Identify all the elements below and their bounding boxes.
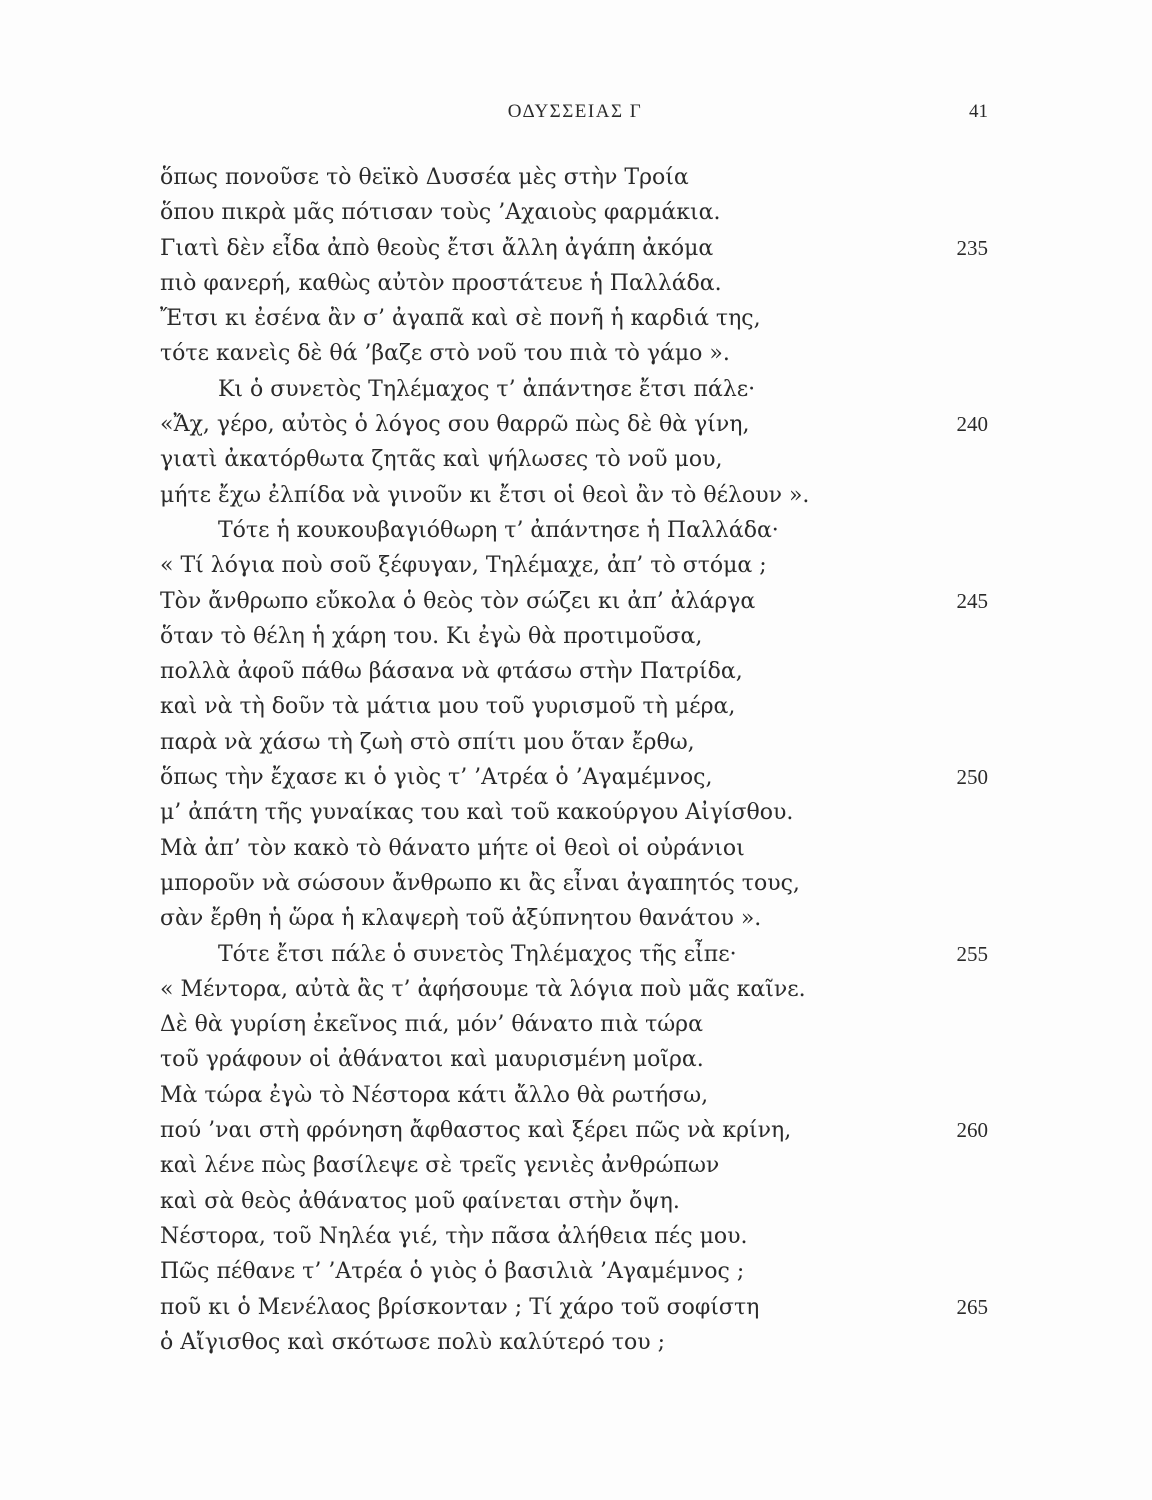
verse-text: «Ἄχ, γέρο, αὐτὸς ὁ λόγος σου θαρρῶ πὼς δὲ θὰ γίνη,: [160, 412, 750, 438]
verse-text: Πῶς πέθανε τ’ ’Ατρέα ὁ γιὸς ὁ βασιλιὰ ’Αγαμέμνος ;: [160, 1259, 745, 1285]
verse-text: ὅπως τὴν ἔχασε κι ὁ γιὸς τ’ ’Ατρέα ὁ ’Αγαμέμνος,: [160, 765, 713, 791]
verse-line: [160, 972, 990, 1007]
verse-line: [160, 160, 990, 195]
verse-text: « Μέντορα, αὐτὰ ἂς τ’ ἀφήσουμε τὰ λόγια ποὺ μᾶς καῖνε.: [160, 976, 806, 1002]
verse-line: [160, 760, 990, 795]
verse-text: πού ’ναι στὴ φρόνηση ἄφθαστος καὶ ξέρει πῶς νὰ κρίνη,: [160, 1118, 792, 1144]
verse-line: [160, 654, 990, 689]
verse-text: πολλὰ ἀφοῦ πάθω βάσανα νὰ φτάσω στὴν Πατρίδα,: [160, 659, 743, 685]
verse-line: [160, 1113, 990, 1148]
running-head: [160, 101, 990, 131]
verse-text: γιατὶ ἀκατόρθωτα ζητᾶς καὶ ψήλωσες τὸ νοῦ μου,: [160, 447, 723, 473]
page-number: 41: [969, 101, 988, 122]
verse-line: [160, 725, 990, 760]
verse-text: παρὰ νὰ χάσω τὴ ζωὴ στὸ σπίτι μου ὅταν ἔρθω,: [160, 729, 695, 755]
verse-text: ὅπου πικρὰ μᾶς πότισαν τοὺς ’Αχαιοὺς φαρμάκια.: [160, 200, 721, 226]
verse-text: καὶ νὰ τὴ δοῦν τὰ μάτια μου τοῦ γυρισμοῦ τὴ μέρα,: [160, 694, 736, 720]
verse-text: Τότε ἡ κουκουβαγιόθωρη τ’ ἀπάντησε ἡ Παλλάδα·: [218, 517, 779, 543]
running-title: ΟΔΥΣΣΕΙΑΣ Γ: [507, 101, 643, 122]
verse-line: [160, 1148, 990, 1183]
verse-line: [160, 513, 990, 548]
verse-text: τοῦ γράφουν οἱ ἀθάνατοι καὶ μαυρισμένη μοῖρα.: [160, 1047, 704, 1073]
verse-line: [160, 442, 990, 477]
verse-line: [160, 231, 990, 266]
line-number: 245: [956, 588, 988, 613]
verse-line: [160, 795, 990, 830]
line-number: 240: [956, 412, 988, 437]
verse-line: [160, 407, 990, 442]
verse-text: Δὲ θὰ γυρίση ἐκεῖνος πιά, μόν’ θάνατο πιὰ τώρα: [160, 1012, 703, 1038]
verse-line: [160, 831, 990, 866]
verse-text: Τὸν ἄνθρωπο εὔκολα ὁ θεὸς τὸν σώζει κι ἀπ’ ἀλάργα: [160, 588, 756, 614]
verse-line: [160, 1007, 990, 1042]
verse-text: « Τί λόγια ποὺ σοῦ ξέφυγαν, Τηλέμαχε, ἀπ’ τὸ στόμα ;: [160, 553, 767, 579]
verse-text: ὁ Αἴγισθος καὶ σκότωσε πολὺ καλύτερό του ;: [160, 1329, 665, 1355]
verse-text: ὅταν τὸ θέλη ἡ χάρη του. Κι ἐγὼ θὰ προτιμοῦσα,: [160, 623, 703, 649]
verse-text: μ’ ἀπάτη τῆς γυναίκας του καὶ τοῦ κακούργου Αἰγίσθου.: [160, 800, 794, 826]
verse-text: καὶ σὰ θεὸς ἀθάνατος μοῦ φαίνεται στὴν ὄψη.: [160, 1188, 680, 1214]
verse-line: [160, 548, 990, 583]
verse-line: [160, 266, 990, 301]
verse-line: [160, 619, 990, 654]
verse-text: σὰν ἔρθη ἡ ὥρα ἡ κλαψερὴ τοῦ ἀξύπνητου θανάτου ».: [160, 906, 762, 932]
verse-text: ποῦ κι ὁ Μενέλαος βρίσκονταν ; Τί χάρο τοῦ σοφίστη: [160, 1294, 760, 1320]
line-number: 250: [956, 765, 988, 790]
verse-line: [160, 336, 990, 371]
verse-line: [160, 584, 990, 619]
verse-line: [160, 1325, 990, 1360]
verse-line: [160, 901, 990, 936]
verse-line: [160, 689, 990, 724]
verse-text: Νέστορα, τοῦ Νηλέα γιέ, τὴν πᾶσα ἀλήθεια πές μου.: [160, 1223, 748, 1249]
verse-block: [160, 160, 990, 1360]
verse-text: τότε κανεὶς δὲ θά ’βαζε στὸ νοῦ του πιὰ τὸ γάμο ».: [160, 341, 730, 367]
verse-text: Ἔτσι κι ἐσένα ἂν σ’ ἀγαπᾶ καὶ σὲ πονῆ ἡ καρδιά της,: [160, 306, 761, 332]
verse-line: [160, 1184, 990, 1219]
verse-text: Μὰ ἀπ’ τὸν κακὸ τὸ θάνατο μήτε οἱ θεοὶ οἱ οὐράνιοι: [160, 835, 745, 861]
verse-text: Τότε ἔτσι πάλε ὁ συνετὸς Τηλέμαχος τῆς εἶπε·: [218, 941, 737, 967]
verse-text: Γιατὶ δὲν εἶδα ἀπὸ θεοὺς ἔτσι ἄλλη ἀγάπη ἀκόμα: [160, 235, 714, 261]
verse-line: [160, 478, 990, 513]
verse-line: [160, 1290, 990, 1325]
verse-line: [160, 195, 990, 230]
verse-text: πιὸ φανερή, καθὼς αὐτὸν προστάτευε ἡ Παλλάδα.: [160, 270, 722, 296]
verse-line: [160, 372, 990, 407]
line-number: 255: [956, 941, 988, 966]
verse-line: [160, 1078, 990, 1113]
line-number: 235: [956, 235, 988, 260]
verse-line: [160, 1042, 990, 1077]
verse-text: καὶ λένε πὼς βασίλεψε σὲ τρεῖς γενιὲς ἀνθρώπων: [160, 1153, 720, 1179]
verse-line: [160, 1254, 990, 1289]
verse-line: [160, 866, 990, 901]
verse-line: [160, 1219, 990, 1254]
verse-text: μποροῦν νὰ σώσουν ἄνθρωπο κι ἂς εἶναι ἀγαπητός τους,: [160, 870, 800, 896]
line-number: 260: [956, 1118, 988, 1143]
verse-text: ὅπως πονοῦσε τὸ θεϊκὸ Δυσσέα μὲς στὴν Τροία: [160, 165, 689, 190]
verse-line: [160, 301, 990, 336]
verse-line: [160, 937, 990, 972]
verse-text: Μὰ τώρα ἐγὼ τὸ Νέστορα κάτι ἄλλο θὰ ρωτήσω,: [160, 1082, 709, 1108]
verse-text: μήτε ἔχω ἐλπίδα νὰ γινοῦν κι ἔτσι οἱ θεοὶ ἂν τὸ θέλουν ».: [160, 482, 810, 508]
line-number: 265: [956, 1294, 988, 1319]
verse-text: Κι ὁ συνετὸς Τηλέμαχος τ’ ἀπάντησε ἔτσι πάλε·: [218, 376, 756, 402]
